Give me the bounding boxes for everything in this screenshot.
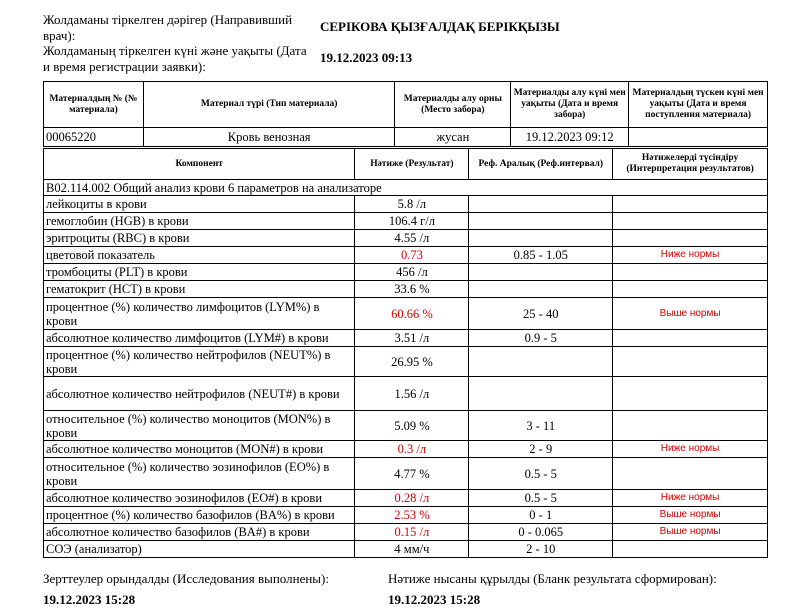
interpretation: Выше нормы (613, 298, 768, 330)
reference-range (469, 196, 613, 213)
result-row (44, 230, 768, 247)
result-value: 0.73 (355, 247, 469, 264)
reference-range: 0 - 0.065 (469, 524, 613, 541)
result-value: 3.51 /л (355, 330, 469, 347)
results-header-row (44, 149, 768, 180)
reference-range (469, 230, 613, 247)
reference-range (469, 347, 613, 377)
reference-header: Реф. Аралық (Реф.интервал) (469, 149, 613, 180)
material-row (44, 128, 768, 147)
interpretation (613, 458, 768, 490)
interpretation: Выше нормы (613, 524, 768, 541)
reference-range: 2 - 10 (469, 541, 613, 558)
section-title: B02.114.002 Общий анализ крови 6 параметров на анализаторе (44, 180, 768, 196)
component-name: СОЭ (анализатор) (44, 541, 355, 558)
result-row (44, 524, 768, 541)
reference-range: 2 - 9 (469, 441, 613, 458)
result-value: 0.3 /л (355, 441, 469, 458)
result-row (44, 441, 768, 458)
reference-range (469, 281, 613, 298)
result-row (44, 458, 768, 490)
component-header: Компонент (44, 149, 355, 180)
result-value: 33.6 % (355, 281, 469, 298)
results-table (43, 148, 768, 558)
result-value: 106.4 г/л (355, 213, 469, 230)
result-value: 1.56 /л (355, 377, 469, 411)
result-value: 4.77 % (355, 458, 469, 490)
reference-range: 0.9 - 5 (469, 330, 613, 347)
datetime-value: 19.12.2023 09:13 (320, 50, 413, 65)
component-name: процентное (%) количество лимфоцитов (LYM%) в крови (44, 298, 355, 330)
material-number: 00065220 (44, 128, 144, 147)
component-name: гематокрит (HCT) в крови (44, 281, 355, 298)
component-name: эритроциты (RBC) в крови (44, 230, 355, 247)
doctor-label: Жолдаманы тіркелген дәрігер (Направивший врач): (43, 12, 293, 43)
material-place: жусан (395, 128, 511, 147)
result-row (44, 541, 768, 558)
component-name: абсолютное количество нейтрофилов (NEUT#) в крови (44, 377, 355, 411)
reference-range: 25 - 40 (469, 298, 613, 330)
component-name: лейкоциты в крови (44, 196, 355, 213)
doctor-value: СЕРІКОВА ҚЫЗҒАЛДАҚ БЕРІКҚЫЗЫ (320, 19, 560, 34)
result-value: 2.53 % (355, 507, 469, 524)
reference-range: 0.5 - 5 (469, 458, 613, 490)
performed-label: Зерттеулер орындалды (Исследования выполнены): (43, 571, 329, 586)
section-row (44, 180, 768, 196)
component-name: абсолютное количество базофилов (BA#) в крови (44, 524, 355, 541)
result-row (44, 490, 768, 507)
interpretation (613, 196, 768, 213)
formed-label: Нәтиже нысаны құрылды (Бланк результата сформирован): (388, 571, 717, 586)
formed-value: 19.12.2023 15:28 (388, 592, 481, 607)
component-name: абсолютное количество эозинофилов (EO#) в крови (44, 490, 355, 507)
result-row (44, 213, 768, 230)
reference-range: 0.5 - 5 (469, 490, 613, 507)
result-value: 5.09 % (355, 411, 469, 441)
result-row (44, 196, 768, 213)
interpretation-header: Нәтижелерді түсіндіру (Интерпретация результатов) (613, 149, 768, 180)
material-collect-time-header: Материалды алу күні мен уақыты (Дата и время забора) (511, 82, 629, 128)
interpretation (613, 230, 768, 247)
material-number-header: Материалдың № (№ материала) (44, 82, 144, 128)
interpretation (613, 411, 768, 441)
interpretation (613, 377, 768, 411)
material-header-row (44, 82, 768, 128)
component-name: процентное (%) количество нейтрофилов (NEUT%) в крови (44, 347, 355, 377)
result-row (44, 377, 768, 411)
result-value: 0.15 /л (355, 524, 469, 541)
result-row (44, 247, 768, 264)
component-name: цветовой показатель (44, 247, 355, 264)
result-row (44, 330, 768, 347)
interpretation: Ниже нормы (613, 441, 768, 458)
datetime-label: Жолдаманың тіркелген күні және уақыты (Дата и время регистрации заявки): (43, 43, 307, 74)
result-header: Нәтиже (Результат) (355, 149, 469, 180)
result-row (44, 347, 768, 377)
material-type: Кровь венозная (143, 128, 395, 147)
material-arrive-time (629, 128, 768, 147)
component-name: процентное (%) количество базофилов (BA%) в крови (44, 507, 355, 524)
interpretation (613, 264, 768, 281)
interpretation (613, 541, 768, 558)
result-value: 0.28 /л (355, 490, 469, 507)
component-name: гемоглобин (HGB) в крови (44, 213, 355, 230)
result-row (44, 298, 768, 330)
material-arrive-time-header: Материалдың түскен күні мен уақыты (Дата и время поступления материала) (629, 82, 768, 128)
reference-range: 0.85 - 1.05 (469, 247, 613, 264)
component-name: тромбоциты (PLT) в крови (44, 264, 355, 281)
interpretation (613, 347, 768, 377)
result-row (44, 507, 768, 524)
component-name: абсолютное количество моноцитов (MON#) в крови (44, 441, 355, 458)
result-value: 60.66 % (355, 298, 469, 330)
result-row (44, 264, 768, 281)
result-row (44, 281, 768, 298)
component-name: относительное (%) количество эозинофилов (EO%) в крови (44, 458, 355, 490)
reference-range (469, 213, 613, 230)
result-row (44, 411, 768, 441)
interpretation: Выше нормы (613, 507, 768, 524)
interpretation (613, 281, 768, 298)
result-value: 26.95 % (355, 347, 469, 377)
interpretation: Ниже нормы (613, 490, 768, 507)
interpretation (613, 213, 768, 230)
performed-value: 19.12.2023 15:28 (43, 592, 136, 607)
result-value: 5.8 /л (355, 196, 469, 213)
material-collect-time: 19.12.2023 09:12 (511, 128, 629, 147)
reference-range: 0 - 1 (469, 507, 613, 524)
material-table (43, 81, 768, 147)
result-value: 456 /л (355, 264, 469, 281)
result-value: 4 мм/ч (355, 541, 469, 558)
interpretation (613, 330, 768, 347)
material-place-header: Материалды алу орны (Место забора) (395, 82, 511, 128)
reference-range (469, 264, 613, 281)
reference-range: 3 - 11 (469, 411, 613, 441)
reference-range (469, 377, 613, 411)
interpretation: Ниже нормы (613, 247, 768, 264)
component-name: относительное (%) количество моноцитов (MON%) в крови (44, 411, 355, 441)
component-name: абсолютное количество лимфоцитов (LYM#) в крови (44, 330, 355, 347)
result-value: 4.55 /л (355, 230, 469, 247)
material-type-header: Материал түрі (Тип материала) (143, 82, 395, 128)
